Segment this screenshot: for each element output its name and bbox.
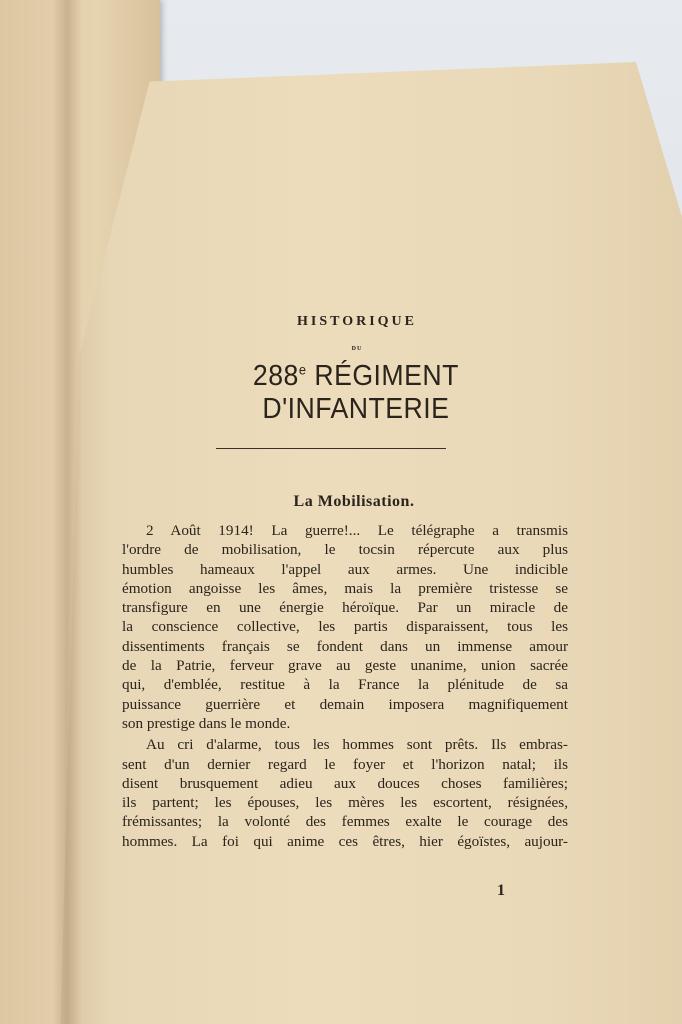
text-line: l'ordre de mobilisation, le tocsin répercute aux plus [122,541,568,559]
text-line: qui, d'emblée, restitue à la France la plénitude de sa [122,676,568,694]
title-divider [216,448,446,449]
text-line: émotion angoisse les âmes, mais la première tristesse se [122,579,568,597]
text-line: frémissantes; la volonté des femmes exalte le courage des [122,813,568,831]
text-line: Au cri d'alarme, tous les hommes sont prêts. Ils embras- [146,736,568,754]
paragraph-1 [118,521,568,733]
text-line: humbles hameaux l'appel aux armes. Une indicible [122,560,568,578]
text-line: dissentiments français se fondent dans un immense amour [122,637,568,655]
text-line: hommes. La foi qui anime ces êtres, hier égoïstes, aujour- [122,832,568,850]
regiment-name: RÉGIMENT D'INFANTERIE [262,360,459,425]
heading-du: DU [351,346,363,352]
text-line: puissance guerrière et demain imposera magnifiquement [122,695,568,713]
text-line: sent d'un dernier regard le foyer et l'horizon natal; ils [122,755,568,773]
text-line: disent brusquement adieu aux douces choses familières; [122,774,568,792]
page-number: 1 [497,882,505,899]
regiment-title [136,360,550,426]
text-line: ils partent; les épouses, les mères les escortent, résignées, [122,794,568,812]
regiment-number: 288 [252,360,299,392]
text-line: de la Patrie, ferveur grave au geste unanime, union sacrée [122,657,568,675]
page-content [118,300,568,851]
regiment-suffix: e [298,361,307,378]
heading-historique: HISTORIQUE [297,314,417,329]
spine-shadow [52,0,82,1024]
paragraph-2 [118,735,568,851]
section-title: La Mobilisation. [293,493,415,510]
text-line: la conscience collective, les partis disparaissent, tous les [122,618,568,636]
text-line: son prestige dans le monde. [122,714,291,732]
text-line: 2 Août 1914! La guerre!... Le télégraphe a transmis [146,522,568,539]
text-line: transfigure en une énergie héroïque. Par un miracle de [122,599,568,617]
